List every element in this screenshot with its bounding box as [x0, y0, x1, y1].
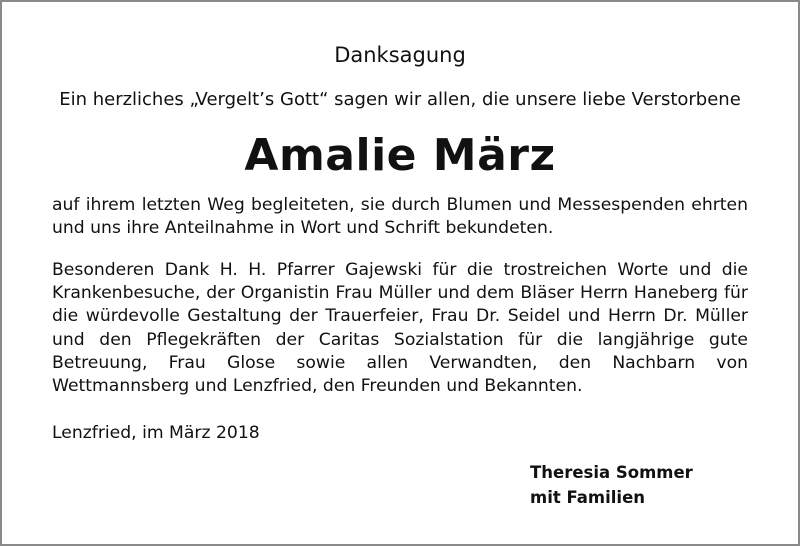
notice-intro: Ein herzliches „Vergelt’s Gott“ sagen wir allen, die unsere liebe Verstorbene [59, 89, 741, 110]
thanks-paragraph-1-text: auf ihrem letzten Weg begleiteten, sie durch Blumen und Messespenden ehrten und uns ihre Anteilnahme in Wort und Schrift bekundeten. [52, 195, 748, 239]
place-date: Lenzfried, im März 2018 [52, 423, 260, 443]
signature-block [530, 460, 693, 510]
signature-name: Theresia Sommer [530, 463, 693, 482]
signature-family: mit Familien [530, 488, 646, 507]
thanks-paragraph-2-text: Besonderen Dank H. H. Pfarrer Gajewski für die trostreichen Worte und die Krankenbesuche, der Organistin Frau Müller und dem Bläser Herrn Haneberg für die würdevolle Gestaltung der Trauerfeier, Frau Dr. Seidel und Herrn Dr. Müller und den Pflegekräften der Caritas Sozialstation für die langjährige gute Betreuung, Frau Glose sowie allen Verwandten, den Nachbarn von Wettmannsberg und Lenzfried, den Freunden und Bekannten. [52, 260, 748, 397]
thanks-paragraph-1 [52, 194, 748, 240]
deceased-name: Amalie März [244, 130, 556, 181]
thanks-paragraph-2 [52, 259, 748, 398]
notice-heading: Danksagung [334, 43, 466, 67]
